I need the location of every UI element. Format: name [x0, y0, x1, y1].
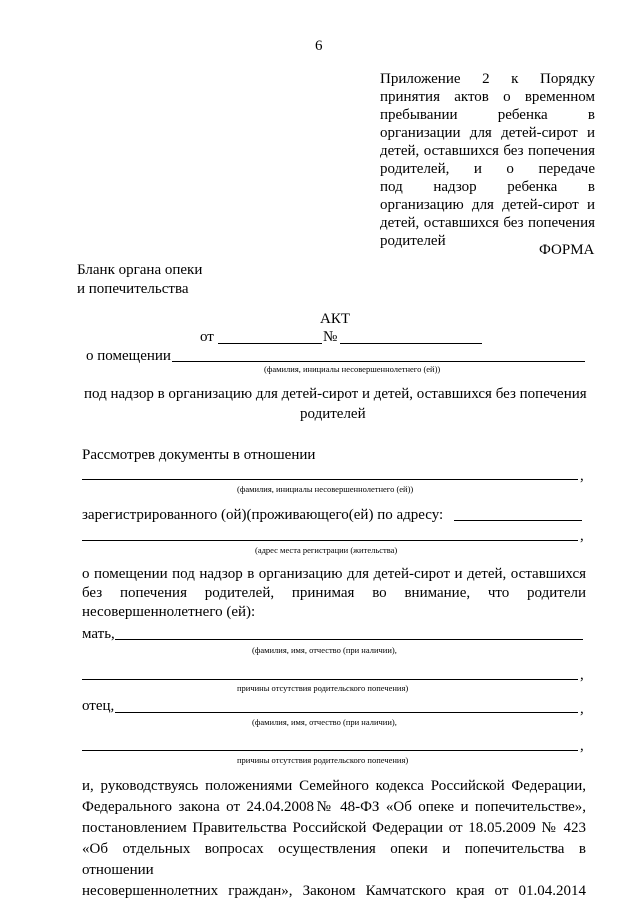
address-field[interactable]: [454, 520, 582, 521]
field-caption: причины отсутствия родительского попечения): [237, 755, 409, 765]
mother-reason-field[interactable]: [82, 679, 578, 680]
paragraph-line: несовершеннолетнего (ей):: [82, 604, 256, 620]
father-name-field[interactable]: [115, 712, 578, 713]
appendix-line: пребывании ребенка в: [380, 107, 595, 123]
appendix-line: детей, оставшихся без попечения: [380, 215, 595, 231]
paragraph-line: «Об отдельных вопросах осуществления опеки и попечительства в отношении: [82, 841, 586, 878]
appendix-line: организации для детей-сирот и: [380, 125, 595, 141]
comma: ,: [580, 667, 584, 683]
letterhead-line: Бланк органа опеки: [77, 262, 203, 278]
appendix-line: принятия актов о временном: [380, 89, 595, 105]
father-reason-field[interactable]: [82, 750, 578, 751]
purpose-line: под надзор в организацию для детей-сирот и детей, оставшихся без попечения: [84, 386, 587, 402]
number-label: №: [323, 329, 338, 345]
registered-text: зарегистрированного (ой)(проживающего(ей) по адресу:: [82, 507, 444, 523]
considering-text: Рассмотрев документы в отношении: [82, 447, 316, 463]
paragraph-line: несовершеннолетних граждан», Законом Камчатского края от 01.04.2014: [82, 883, 586, 899]
appendix-block: [380, 70, 595, 250]
comma: ,: [580, 738, 584, 754]
address-field-2[interactable]: [82, 540, 578, 541]
child-name-field[interactable]: [172, 361, 585, 362]
paragraph-line: Федерального закона от 24.04.2008№ 48-ФЗ «Об опеке и попечительстве»,: [82, 799, 586, 815]
purpose-line: родителей: [300, 406, 366, 422]
appendix-line: детей, оставшихся без попечения: [380, 143, 595, 159]
paragraph-line: и, руководствуясь положениями Семейного кодекса Российской Федерации,: [82, 778, 586, 794]
comma: ,: [580, 701, 584, 717]
field-caption: (фамилия, имя, отчество (при наличии),: [252, 717, 397, 727]
comma: ,: [580, 468, 584, 484]
act-title: АКТ: [320, 311, 350, 327]
appendix-line: Приложение 2 к Порядку: [380, 71, 595, 87]
date-field[interactable]: [218, 343, 322, 344]
number-field[interactable]: [340, 343, 482, 344]
date-label: от: [200, 329, 214, 345]
mother-name-field[interactable]: [115, 639, 583, 640]
field-caption: (адрес места регистрации (жительства): [255, 545, 398, 555]
placement-label: о помещении: [86, 348, 171, 364]
comma: ,: [580, 528, 584, 544]
page-number: 6: [315, 38, 323, 54]
appendix-line: родителей: [380, 233, 446, 249]
appendix-line: организацию для детей-сирот и: [380, 197, 595, 213]
letterhead-line: и попечительства: [77, 281, 189, 297]
field-caption: причины отсутствия родительского попечения): [237, 683, 409, 693]
child-name-field-2[interactable]: [82, 479, 578, 480]
field-caption: (фамилия, инициалы несовершеннолетнего (ей)): [237, 484, 414, 494]
appendix-line: под надзор ребенка в: [380, 179, 595, 195]
appendix-line: родителей, и о передаче: [380, 161, 595, 177]
paragraph-line: о помещении под надзор в организацию для детей-сирот и детей, оставшихся: [82, 566, 586, 582]
placing-paragraph: [82, 565, 586, 622]
paragraph-line: без попечения родителей, принимая во внимание, что родители: [82, 585, 586, 601]
form-label: ФОРМА: [539, 242, 595, 258]
guided-paragraph: [82, 776, 586, 902]
mother-label: мать,: [82, 626, 115, 642]
field-caption: (фамилия, имя, отчество (при наличии),: [252, 645, 397, 655]
father-label: отец,: [82, 698, 115, 714]
paragraph-line: постановлением Правительства Российской Федерации от 18.05.2009 № 423: [82, 820, 586, 836]
field-caption: (фамилия, инициалы несовершеннолетнего (ей)): [264, 364, 441, 374]
